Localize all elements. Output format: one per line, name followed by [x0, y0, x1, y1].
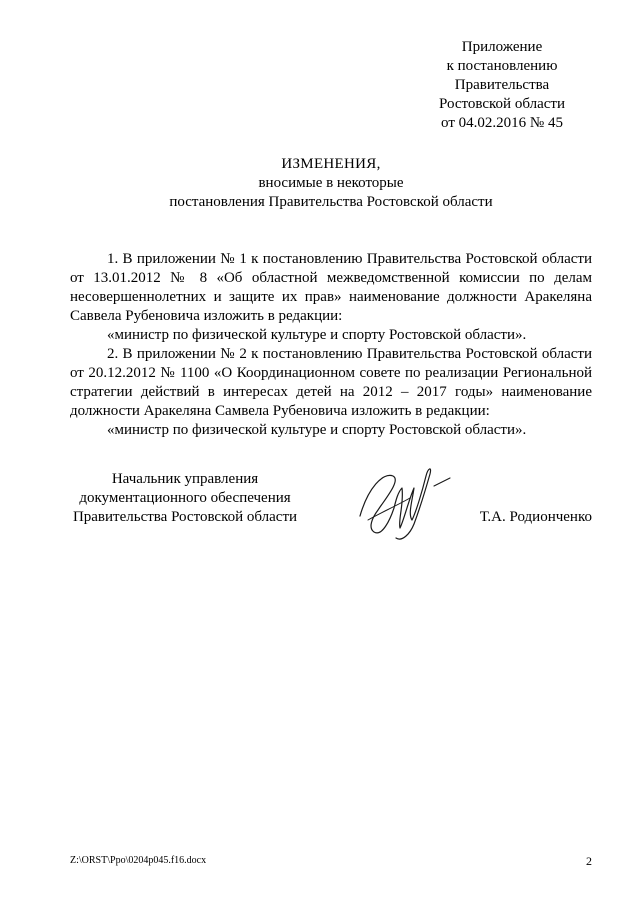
position-line: документационного обеспечения	[79, 490, 291, 506]
signature-block	[70, 470, 592, 560]
appendix-line: к постановлению	[446, 58, 558, 74]
page-number: 2	[586, 854, 592, 868]
signatory-position	[70, 470, 300, 527]
position-line: Начальник управления	[111, 471, 259, 487]
paragraph-item-1: 1. В приложении № 1 к постановлению Правительства Ростовской области от 13.01.2012 № 8 «Об областной межведомственной комиссии по делам несовершеннолетних и защите их прав» наименование должности Аракеляна Саввела Рубеновича изложить в редакции:	[70, 251, 592, 324]
quote-item-1: «министр по физической культуре и спорту Ростовской области».	[107, 327, 527, 343]
paragraph-item-2: 2. В приложении № 2 к постановлению Правительства Ростовской области от 20.12.2012 № 1100 «О Координационном совете по реализации Региональной стратегии действий в интересах детей на 2012 – 2017 годы» наименование должности Аракеляна Самвела Рубеновича изложить в редакции:	[70, 346, 592, 419]
appendix-header	[412, 38, 592, 133]
handwritten-signature	[338, 458, 458, 548]
appendix-line: Правительства	[454, 77, 550, 93]
document-heading	[70, 155, 592, 212]
appendix-line: Приложение	[461, 39, 543, 55]
document-title: ИЗМЕНЕНИЯ,	[281, 156, 381, 172]
document-subtitle: вносимые в некоторые	[258, 175, 404, 191]
file-path: Z:\ORST\Ppo\0204p045.f16.docx	[70, 855, 207, 866]
position-line: Правительства Ростовской области	[72, 509, 298, 525]
quote-item-2: «министр по физической культуре и спорту Ростовской области».	[107, 422, 527, 438]
document-subtitle: постановления Правительства Ростовской области	[169, 194, 493, 210]
signatory-name: Т.А. Родионченко	[479, 509, 592, 525]
appendix-line: от 04.02.2016 № 45	[441, 115, 563, 131]
appendix-line: Ростовской области	[439, 96, 565, 112]
document-body	[70, 250, 592, 440]
